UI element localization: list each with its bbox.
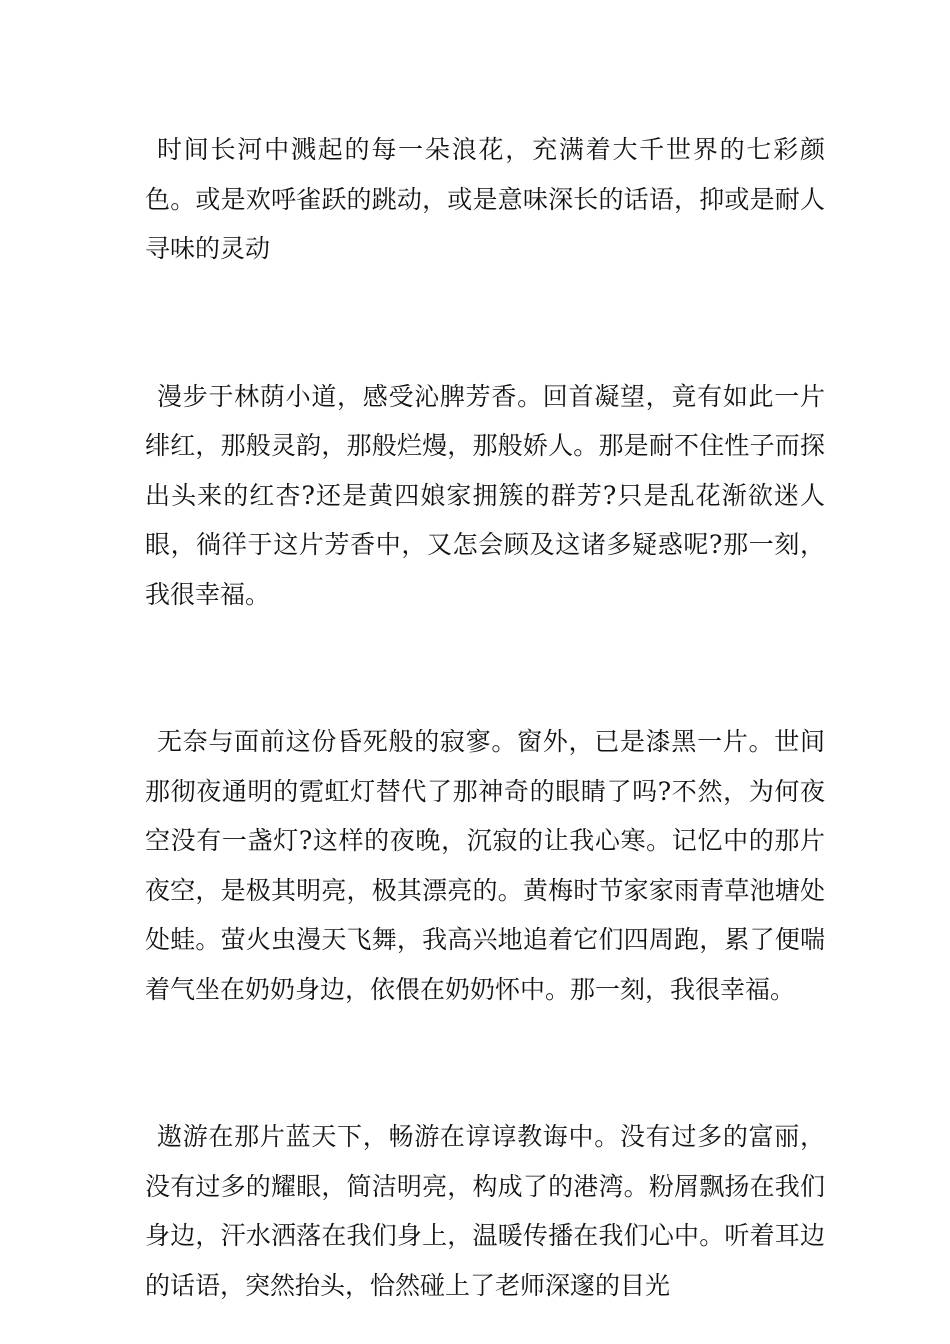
document-page [145,125,825,1310]
paragraph-3: 无奈与面前这份昏死般的寂寥。窗外，已是漆黑一片。世间那彻夜通明的霓虹灯替代了那神奇的眼睛了吗?不然，为何夜空没有一盏灯?这样的夜晚，沉寂的让我心寒。记忆中的那片夜空，是极其明亮，极其漂亮的。黄梅时节家家雨青草池塘处处蛙。萤火虫漫天飞舞，我高兴地追着它们四周跑，累了便喘着气坐在奶奶身边，依偎在奶奶怀中。那一刻，我很幸福。 [145,727,825,1004]
paragraph-4: 遨游在那片蓝天下，畅游在谆谆教诲中。没有过多的富丽，没有过多的耀眼，简洁明亮，构成了的港湾。粉屑飘扬在我们身边，汗水洒落在我们身上，温暖传播在我们心中。听着耳边的话语，突然抬头，恰然碰上了老师深邃的目光 [145,1122,825,1300]
paragraph-1: 时间长河中溅起的每一朵浪花，充满着大千世界的七彩颜色。或是欢呼雀跃的跳动，或是意味深长的话语，抑或是耐人寻味的灵动 [145,135,825,263]
paragraph-2: 漫步于林荫小道，感受沁脾芳香。回首凝望，竟有如此一片绯红，那般灵韵，那般烂熳，那般娇人。那是耐不住性子而探出头来的红杏?还是黄四娘家拥簇的群芳?只是乱花渐欲迷人眼，徜徉于这片芳香中，又怎会顾及这诸多疑惑呢?那一刻，我很幸福。 [145,381,825,609]
